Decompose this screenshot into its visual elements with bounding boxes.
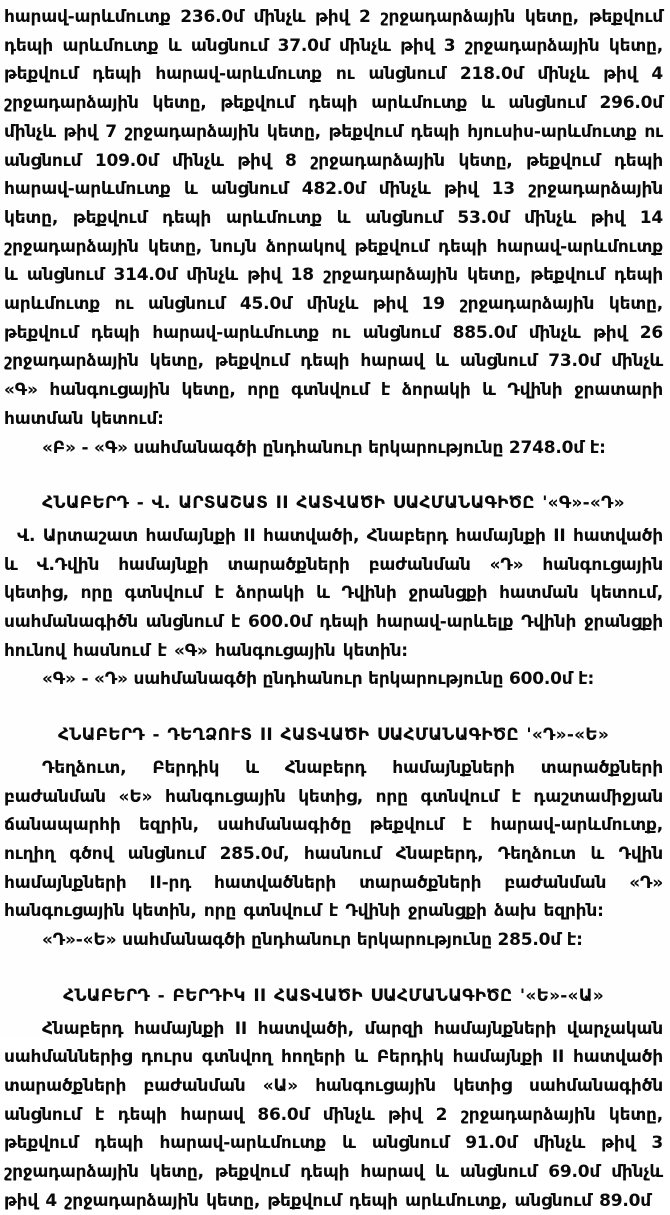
paragraph-boundary-ea: Հնաբերդ համայնքի II հատվածի, մարզի համայնքների վարչական սահմաններից դուրս գտնվող հողերի և Բերդիկ համայնքի II հատվածի տարածքների բաժանման «Ա» հանգուցային կետից սահմանագիծն անցնում է դեպի հարավ 86.0մ մինչև թիվ 2 շրջադարձային կետը, թեքվում դեպի հարավ-արևմուտք և անցնում 91.0մ մինչև թիվ 3 շրջադարձային կետը, թեքվում դեպի հարավ և անցնում 69.0մ մինչև թիվ 4 շրջադարձային կետը, թեքվում դեպի արևմուտք, անցնում 89.0մ	[4, 1015, 663, 1215]
paragraph-boundary-bg-continuation: հարավ-արևմուտք 236.0մ մինչև թիվ 2 շրջադարձային կետը, թեքվում դեպի արևմուտք և անցնում 37.0մ մինչև թիվ 3 շրջադարձային կետը, թեքվում դեպի հարավ-արևմուտք ու անցնում 218.0մ մինչև թիվ 4 շրջադարձային կետը, թեքվում դեպի արևմուտք և անցնում 296.0մ մինչև թիվ 7 շրջադարձային կետը, թեքվում դեպի հյուսիս-արևմուտք ու անցնում 109.0մ մինչև թիվ 8 շրջադարձային կետը, թեքվում դեպի հարավ-արևմուտք և անցնում 482.0մ մինչև թիվ 13 շրջադարձային կետը, թեքվում դեպի արևմուտք և անցնում 53.0մ մինչև թիվ 14 շրջադարձային կետը, նույն ձորակով թեքվում դեպի հարավ-արևմուտք և անցնում 314.0մ մինչև թիվ 18 շրջադարձային կետը, թեքվում դեպի արևմուտք ու անցնում 45.0մ մինչև թիվ 19 շրջադարձային կետը, թեքվում դեպի հարավ-արևմուտք ու անցնում 885.0մ մինչև թիվ 26 շրջադարձային կետը, թեքվում դեպի հարավ և անցնում 73.0մ մինչև «Գ» հանգուցային կետը, որը գտնվում է ձորակի և Դվինի ջրատարի հատման կետում:	[4, 3, 663, 434]
section-heading-gd: ՀՆԱԲԵՐԴ - Վ. ԱՐՏԱՇԱՏ II ՀԱՏՎԱԾԻ ՍԱՀՄԱՆԱԳԻԾԸ '«Գ»-«Դ»	[4, 489, 663, 518]
summary-line-gd-length: «Գ» - «Դ» սահմանագծի ընդհանուր երկարությունը 600.0մ է:	[4, 665, 663, 694]
summary-line-bg-length: «Բ» - «Գ» սահմանագծի ընդհանուր երկարությունը 2748.0մ է:	[4, 434, 663, 463]
paragraph-boundary-de: Դեղձուտ, Բերդիկ և Հնաբերդ համայնքների տարածքների բաժանման «Ե» հանգուցային կետից, որը գտնվում է դաշտամիջյան ճանապարհի եզրին, սահմանագիծը թեքվում է հարավ-արևմուտք, ուղիղ գծով անցնում 285.0մ, հասնում Հնաբերդ, Դեղձուտ և Դվին համայնքների II-րդ հատվածների տարածքների բաժանման «Դ» հանգուցային կետին, որը գտնվում է Դվինի ջրանցքի ձախ եզրին:	[4, 754, 663, 926]
summary-line-de-length: «Դ»-«Ե» սահմանագծի ընդհանուր երկարությունը 285.0մ է:	[4, 926, 663, 955]
section-heading-ea: ՀՆԱԲԵՐԴ - ԲԵՐԴԻԿ II ՀԱՏՎԱԾԻ ՍԱՀՄԱՆԱԳԻԾԸ '«Ե»-«Ա»	[4, 982, 663, 1011]
paragraph-boundary-gd: Վ. Արտաշատ համայնքի II հատվածի, Հնաբերդ համայնքի II հատվածի և Վ.Դվին համայնքի տարածքների բաժանման «Դ» հանգուցային կետից, որը գտնվում է ձորակի և Դվինի ջրանցքի հատման կետում, սահմանագիծն անցնում է 600.0մ դեպի հարավ-արևելք Դվինի ջրանցքի հունով հասնում է «Գ» հանգուցային կետին:	[4, 522, 663, 666]
section-heading-de: ՀՆԱԲԵՐԴ - ԴԵՂՁՈՒՏ II ՀԱՏՎԱԾԻ ՍԱՀՄԱՆԱԳԻԾԸ '«Դ»-«Ե»	[4, 721, 663, 750]
